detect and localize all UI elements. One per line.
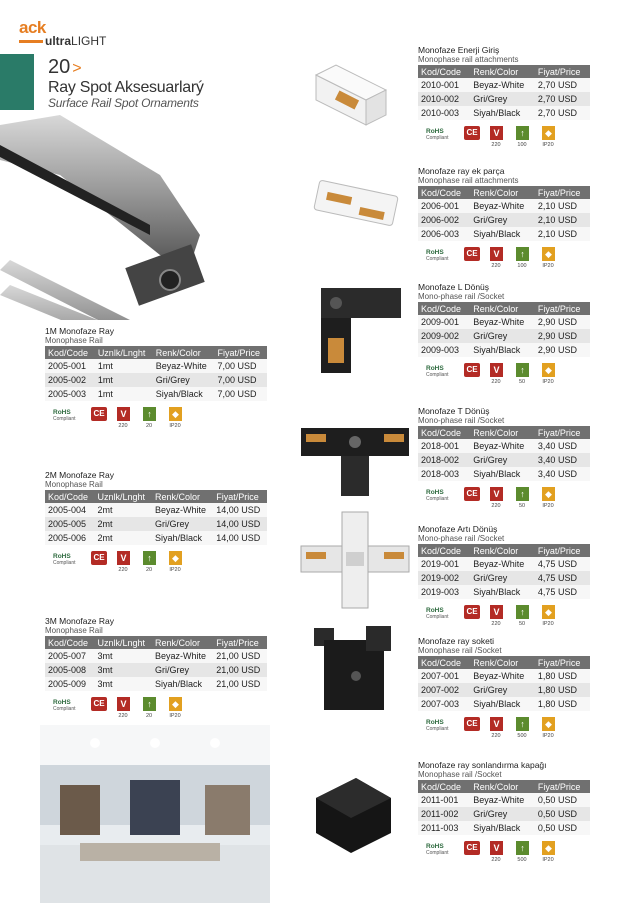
price-table: Kod/Code Uznlk/Lnght Renk/Color Fiyat/Price 2005-004 2mt Beyaz-White 14,00 USD 2005-005 2mt Gri/Grey 14,00 USD 2005-006 2mt Siyah/Black 14,00 USD — [45, 490, 267, 545]
lamp-icon: ↑ — [516, 605, 529, 619]
product-block-1m-rail — [45, 326, 267, 431]
lamp-icon: ↑ — [516, 841, 529, 855]
product-block-cross-connector — [418, 524, 590, 629]
table-row: 2005-004 2mt Beyaz-White 14,00 USD — [45, 503, 267, 517]
table-row: 2005-005 2mt Gri/Grey 14,00 USD — [45, 517, 267, 531]
product-subtitle: Mono-phase rail /Socket — [418, 292, 505, 301]
table-row: 2019-001 Beyaz-White 4,75 USD — [418, 557, 590, 571]
table-row: 2010-003 Siyah/Black 2,70 USD — [418, 106, 590, 120]
table-row: 2005-007 3mt Beyaz-White 21,00 USD — [45, 649, 267, 663]
voltage-icon: V — [490, 126, 503, 140]
x-connector-photo — [296, 510, 414, 610]
rail-connector-photo — [296, 158, 414, 258]
price-table: Kod/Code Uznlk/Lnght Renk/Color Fiyat/Price 2005-007 3mt Beyaz-White 21,00 USD 2005-008 3mt Gri/Grey 21,00 USD 2005-009 3mt Siyah/Black 21,00 USD — [45, 636, 267, 691]
certification-icons: RoHS Compliant CE V ↑ ◆ 220 100 IP20 — [426, 249, 554, 269]
rohs-icon: RoHS Compliant — [53, 699, 76, 712]
table-row: 2007-003 Siyah/Black 1,80 USD — [418, 697, 590, 711]
rohs-icon: RoHS Compliant — [426, 128, 449, 141]
rohs-icon: RoHS Compliant — [53, 409, 76, 422]
ce-mark-icon: CE — [91, 551, 107, 565]
lamp-icon: ↑ — [516, 717, 529, 731]
ce-mark-icon: CE — [464, 363, 480, 377]
certification-icons: RoHS Compliant CE V ↑ ◆ 220 20 IP20 — [53, 699, 181, 719]
voltage-icon: V — [117, 407, 130, 421]
table-row: 2018-003 Siyah/Black 3,40 USD — [418, 467, 590, 481]
table-row: 2005-003 1mt Siyah/Black 7,00 USD — [45, 387, 267, 401]
rohs-icon: RoHS Compliant — [426, 719, 449, 732]
price-table: Kod/Code Renk/Color Fiyat/Price 2006-001 Beyaz-White 2,10 USD 2006-002 Gri/Grey 2,10 USD 2006-003 Siyah/Black 2,10 USD — [418, 186, 590, 241]
certification-icons: RoHS Compliant CE V ↑ ◆ 220 500 IP20 — [426, 843, 554, 863]
voltage-icon: V — [490, 717, 503, 731]
t-connector-photo — [296, 398, 414, 498]
certification-icons: RoHS Compliant CE V ↑ ◆ 220 50 IP20 — [426, 365, 554, 385]
product-subtitle: Monophase rail /Socket — [418, 646, 502, 655]
product-block-3m-rail — [45, 616, 267, 721]
table-row: 2005-008 3mt Gri/Grey 21,00 USD — [45, 663, 267, 677]
table-row: 2009-001 Beyaz-White 2,90 USD — [418, 315, 590, 329]
table-row: 2005-002 1mt Gri/Grey 7,00 USD — [45, 373, 267, 387]
certification-icons: RoHS Compliant CE V ↑ ◆ 220 50 IP20 — [426, 607, 554, 627]
table-row: 2009-003 Siyah/Black 2,90 USD — [418, 343, 590, 357]
product-subtitle: Monophase rail attachments — [418, 176, 519, 185]
lamp-icon: ↑ — [516, 363, 529, 377]
ce-mark-icon: CE — [91, 407, 107, 421]
product-subtitle: Monophase rail attachments — [418, 55, 519, 64]
table-row: 2007-001 Beyaz-White 1,80 USD — [418, 669, 590, 683]
ip-rating-icon: ◆ — [542, 126, 555, 140]
table-row: 2005-006 2mt Siyah/Black 14,00 USD — [45, 531, 267, 545]
ce-mark-icon: CE — [464, 247, 480, 261]
ce-mark-icon: CE — [464, 717, 480, 731]
end-cap-photo — [296, 758, 414, 858]
table-row: 2019-003 Siyah/Black 4,75 USD — [418, 585, 590, 599]
product-block-l-connector — [418, 282, 590, 387]
logo-wordmark: ultraLIGHT — [45, 34, 107, 48]
rohs-icon: RoHS Compliant — [426, 365, 449, 378]
ce-mark-icon: CE — [464, 126, 480, 140]
product-title: 3M Monofaze Ray — [45, 616, 114, 626]
table-row: 2019-002 Gri/Grey 4,75 USD — [418, 571, 590, 585]
product-block-rail-connector — [418, 166, 590, 271]
product-title: Monofaze L Dönüş — [418, 282, 490, 292]
table-row: 2011-003 Siyah/Black 0,50 USD — [418, 821, 590, 835]
certification-icons: RoHS Compliant CE V ↑ ◆ 220 500 IP20 — [426, 719, 554, 739]
price-table: Kod/Code Renk/Color Fiyat/Price 2018-001 Beyaz-White 3,40 USD 2018-002 Gri/Grey 3,40 USD 2018-003 Siyah/Black 3,40 USD — [418, 426, 590, 481]
lamp-icon: ↑ — [516, 126, 529, 140]
lamp-icon: ↑ — [516, 487, 529, 501]
ce-mark-icon: CE — [91, 697, 107, 711]
product-title: 2M Monofaze Ray — [45, 470, 114, 480]
product-block-energy-input — [418, 45, 590, 150]
rohs-icon: RoHS Compliant — [53, 553, 76, 566]
page-number: 20 > — [48, 56, 82, 78]
product-title: Monofaze ray soketi — [418, 636, 495, 646]
voltage-icon: V — [490, 487, 503, 501]
certification-icons: RoHS Compliant CE V ↑ ◆ 220 100 IP20 — [426, 128, 554, 148]
price-table: Kod/Code Renk/Color Fiyat/Price 2019-001 Beyaz-White 4,75 USD 2019-002 Gri/Grey 4,75 USD 2019-003 Siyah/Black 4,75 USD — [418, 544, 590, 599]
rohs-icon: RoHS Compliant — [426, 249, 449, 262]
store-interior-photo — [40, 725, 270, 903]
voltage-icon: V — [490, 363, 503, 377]
price-table: Kod/Code Renk/Color Fiyat/Price 2010-001 Beyaz-White 2,70 USD 2010-002 Gri/Grey 2,70 USD 2010-003 Siyah/Black 2,70 USD — [418, 65, 590, 120]
table-row: 2018-002 Gri/Grey 3,40 USD — [418, 453, 590, 467]
product-title: Monofaze Artı Dönüş — [418, 524, 498, 534]
rail-socket-photo — [296, 616, 414, 716]
table-row: 2005-009 3mt Siyah/Black 21,00 USD — [45, 677, 267, 691]
logo-mark: ack — [19, 18, 46, 37]
product-block-t-connector — [418, 406, 590, 511]
table-row: 2006-003 Siyah/Black 2,10 USD — [418, 227, 590, 241]
product-title: Monofaze ray ek parça — [418, 166, 505, 176]
lamp-icon: ↑ — [516, 247, 529, 261]
product-title: 1M Monofaze Ray — [45, 326, 114, 336]
ip-rating-icon: ◆ — [542, 717, 555, 731]
product-title: Monofaze ray sonlandırma kapağı — [418, 760, 547, 770]
table-row: 2009-002 Gri/Grey 2,90 USD — [418, 329, 590, 343]
ip-rating-icon: ◆ — [542, 363, 555, 377]
table-row: 2010-002 Gri/Grey 2,70 USD — [418, 92, 590, 106]
lamp-icon: ↑ — [143, 697, 156, 711]
table-row: 2010-001 Beyaz-White 2,70 USD — [418, 78, 590, 92]
logo-bar — [19, 40, 43, 43]
ip-rating-icon: ◆ — [542, 247, 555, 261]
product-title: Monofaze T Dönüş — [418, 406, 490, 416]
table-row: 2011-001 Beyaz-White 0,50 USD — [418, 793, 590, 807]
price-table: Kod/Code Renk/Color Fiyat/Price 2007-001 Beyaz-White 1,80 USD 2007-002 Gri/Grey 1,80 USD 2007-003 Siyah/Black 1,80 USD — [418, 656, 590, 711]
ip-rating-icon: ◆ — [169, 551, 182, 565]
product-block-2m-rail — [45, 470, 267, 575]
ip-rating-icon: ◆ — [542, 841, 555, 855]
voltage-icon: V — [490, 247, 503, 261]
rail-product-photo — [0, 115, 300, 320]
product-title: Monofaze Enerji Giriş — [418, 45, 500, 55]
rohs-icon: RoHS Compliant — [426, 607, 449, 620]
certification-icons: RoHS Compliant CE V ↑ ◆ 220 20 IP20 — [53, 409, 181, 429]
certification-icons: RoHS Compliant CE V ↑ ◆ 220 20 IP20 — [53, 553, 181, 573]
brand-logo — [19, 18, 139, 52]
rohs-icon: RoHS Compliant — [426, 843, 449, 856]
product-subtitle: Mono-phase rail /Socket — [418, 416, 505, 425]
product-subtitle: Mono-phase rail /Socket — [418, 534, 505, 543]
chevron-right-icon: > — [72, 60, 82, 77]
voltage-icon: V — [117, 697, 130, 711]
ip-rating-icon: ◆ — [169, 697, 182, 711]
voltage-icon: V — [117, 551, 130, 565]
ce-mark-icon: CE — [464, 605, 480, 619]
ip-rating-icon: ◆ — [169, 407, 182, 421]
product-subtitle: Monophase Rail — [45, 336, 103, 345]
price-table: Kod/Code Uznlk/Lnght Renk/Color Fiyat/Price 2005-001 1mt Beyaz-White 7,00 USD 2005-002 1mt Gri/Grey 7,00 USD 2005-003 1mt Siyah/Black 7,00 USD — [45, 346, 267, 401]
table-row: 2006-002 Gri/Grey 2,10 USD — [418, 213, 590, 227]
energy-input-photo — [296, 45, 414, 145]
table-row: 2006-001 Beyaz-White 2,10 USD — [418, 199, 590, 213]
lamp-icon: ↑ — [143, 407, 156, 421]
section-color-block — [0, 54, 34, 110]
product-block-end-cap — [418, 760, 590, 865]
price-table: Kod/Code Renk/Color Fiyat/Price 2011-001 Beyaz-White 0,50 USD 2011-002 Gri/Grey 0,50 USD 2011-003 Siyah/Black 0,50 USD — [418, 780, 590, 835]
rohs-icon: RoHS Compliant — [426, 489, 449, 502]
voltage-icon: V — [490, 841, 503, 855]
page-title: Ray Spot Aksesuarlarý — [48, 79, 204, 96]
lamp-icon: ↑ — [143, 551, 156, 565]
ip-rating-icon: ◆ — [542, 487, 555, 501]
ce-mark-icon: CE — [464, 487, 480, 501]
voltage-icon: V — [490, 605, 503, 619]
product-subtitle: Monophase Rail — [45, 626, 103, 635]
product-block-rail-socket — [418, 636, 590, 741]
product-subtitle: Monophase rail /Socket — [418, 770, 502, 779]
l-connector-photo — [296, 278, 414, 378]
table-row: 2005-001 1mt Beyaz-White 7,00 USD — [45, 359, 267, 373]
certification-icons: RoHS Compliant CE V ↑ ◆ 220 50 IP20 — [426, 489, 554, 509]
page-subtitle: Surface Rail Spot Ornaments — [48, 96, 199, 110]
table-row: 2007-002 Gri/Grey 1,80 USD — [418, 683, 590, 697]
price-table: Kod/Code Renk/Color Fiyat/Price 2009-001 Beyaz-White 2,90 USD 2009-002 Gri/Grey 2,90 USD 2009-003 Siyah/Black 2,90 USD — [418, 302, 590, 357]
table-row: 2018-001 Beyaz-White 3,40 USD — [418, 439, 590, 453]
ip-rating-icon: ◆ — [542, 605, 555, 619]
ce-mark-icon: CE — [464, 841, 480, 855]
table-row: 2011-002 Gri/Grey 0,50 USD — [418, 807, 590, 821]
product-subtitle: Monophase Rail — [45, 480, 103, 489]
